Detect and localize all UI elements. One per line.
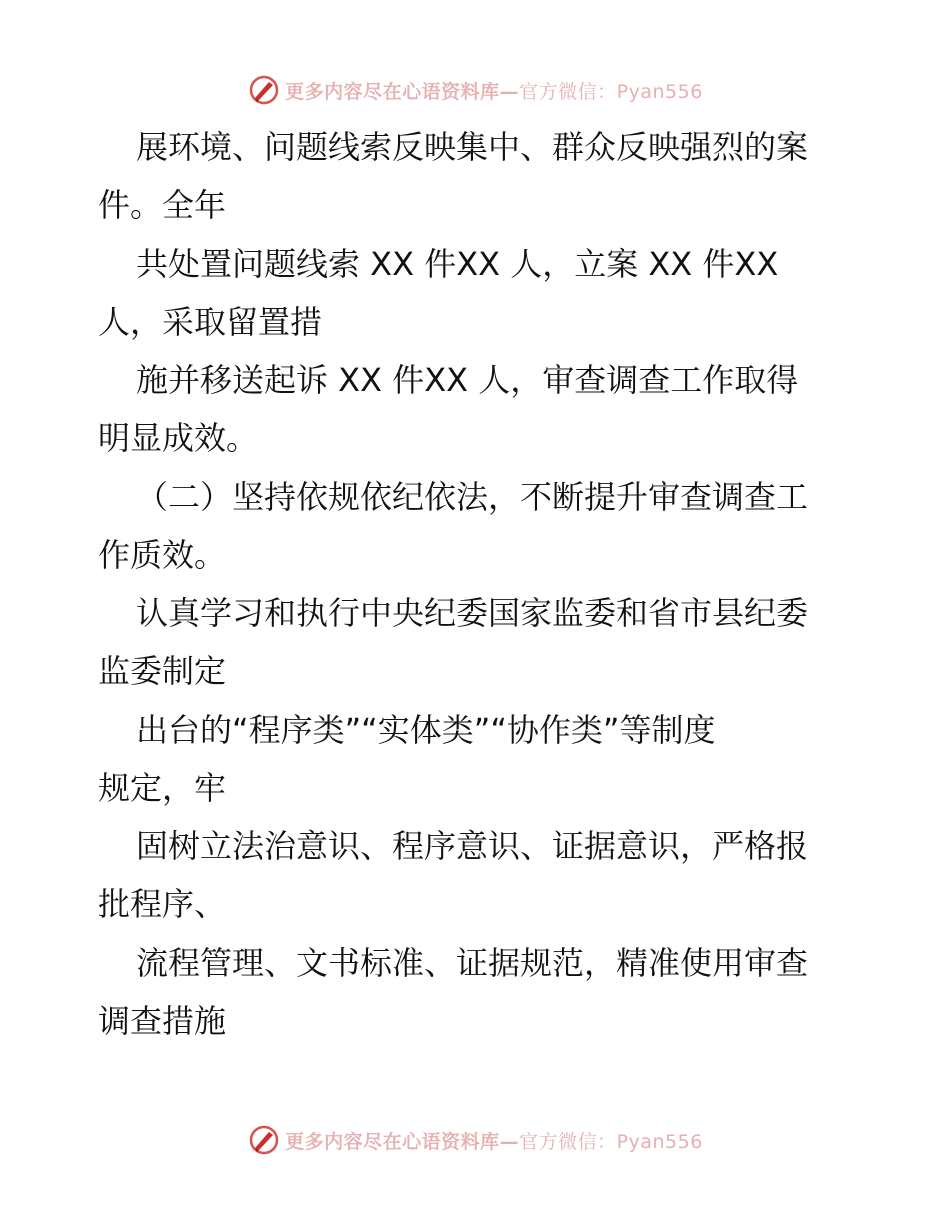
- paragraph-line: 监委制定: [98, 652, 227, 690]
- paragraph-line: 施并移送起诉 XX 件XX 人，审查调查工作取得: [136, 361, 799, 399]
- watermark-text: [285, 1127, 703, 1154]
- paragraph-line: 作质效。: [98, 536, 227, 574]
- watermark-wechat-text: 官方微信：Pyan556: [519, 80, 703, 103]
- paragraph-line: 认真学习和执行中央纪委国家监委和省市县纪委: [136, 594, 809, 632]
- paragraph-line: 件。全年: [98, 186, 227, 224]
- paragraph-line: 明显成效。: [98, 419, 259, 457]
- paragraph-line: 调查措施: [98, 1002, 227, 1040]
- pen-circle-logo-icon: [247, 1123, 281, 1157]
- footer-watermark: [0, 1120, 950, 1160]
- paragraph-line: 共处置问题线索 XX 件XX 人，立案 XX 件XX: [136, 245, 779, 283]
- paragraph-line: 流程管理、文书标准、证据规范，精准使用审查: [136, 944, 809, 982]
- paragraph-line: 批程序、: [98, 885, 227, 923]
- watermark-wechat-text: 官方微信：Pyan556: [519, 1130, 703, 1153]
- paragraph-line: 展环境、问题线索反映集中、群众反映强烈的案: [136, 128, 809, 166]
- watermark-site-text: 更多内容尽在心语资料库—: [285, 80, 520, 103]
- paragraph-line: 规定，牢: [98, 769, 227, 807]
- paragraph-line: 人，采取留置措: [98, 303, 323, 341]
- watermark-site-text: 更多内容尽在心语资料库—: [285, 1130, 520, 1153]
- section-heading: （二）坚持依规依纪依法，不断提升审查调查工: [136, 478, 809, 516]
- paragraph-line: 固树立法治意识、程序意识、证据意识，严格报: [136, 827, 809, 865]
- paragraph-line: 出台的“程序类”“实体类”“协作类”等制度: [136, 711, 716, 749]
